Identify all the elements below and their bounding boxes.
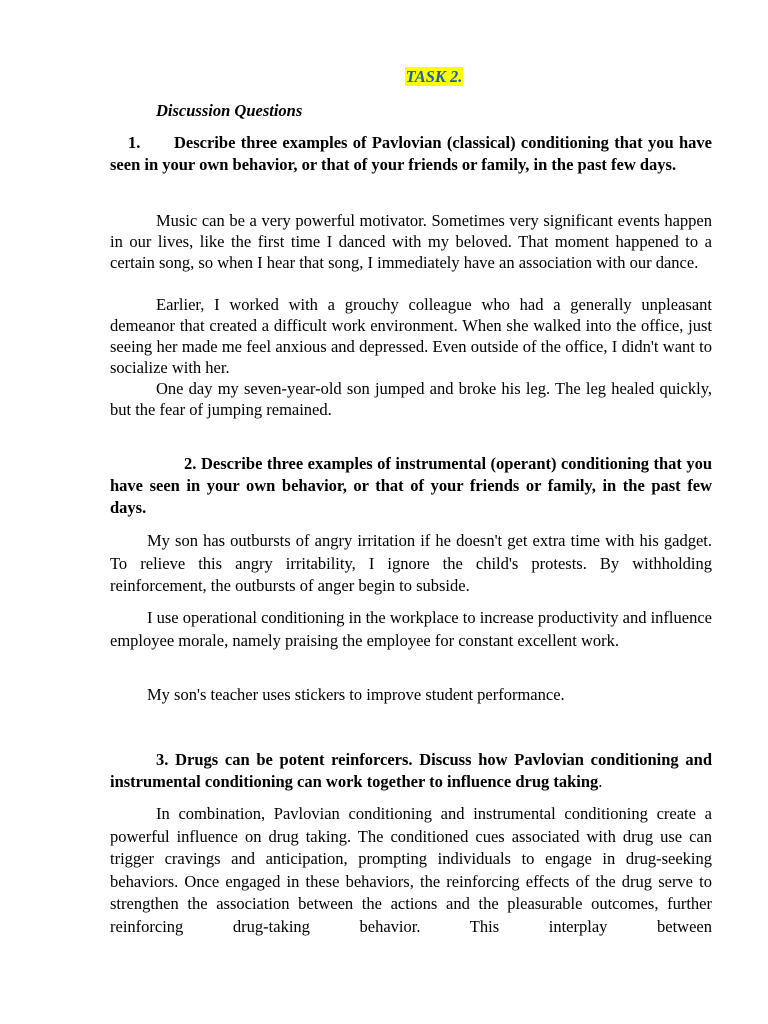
discussion-subheading: Discussion Questions	[156, 101, 303, 120]
q2-answer-1: My son has outbursts of angry irritation if he doesn't get extra time with his gadget. To relieve this angry irritability, I ignore the child's protests. By withholding reinforcement, the outbursts of anger begin to subside.	[110, 531, 712, 595]
q1-answer-1: Music can be a very powerful motivator. Sometimes very significant events happen in our lives, like the first time I danced with my beloved. That moment happened to a certain song, so when I hear that song, I immediately have an association with our dance.	[110, 211, 712, 272]
question-3	[110, 749, 712, 793]
question-3-period: .	[598, 772, 603, 791]
question-2-text: Describe three examples of instrumental (operant) conditioning that you have seen in your own behavior, or that of your friends or family, in the past few days.	[110, 454, 712, 517]
q1-answer-2: Earlier, I worked with a grouchy colleague who had a generally unpleasant demeanor that created a difficult work environment. When she walked into the office, just seeing her made me feel anxious and depressed. Even outside of the office, I didn't want to socialize with her.	[110, 295, 712, 377]
question-1	[110, 132, 712, 176]
q1-answer-3: One day my seven-year-old son jumped and broke his leg. The leg healed quickly, but the fear of jumping remained.	[110, 379, 712, 419]
q2-answer-2: I use operational conditioning in the workplace to increase productivity and influence employee morale, namely praising the employee for constant excellent work.	[110, 608, 712, 650]
q3-answer: In combination, Pavlovian conditioning and instrumental conditioning create a powerful influence on drug taking. The conditioned cues associated with drug use can trigger cravings and anticipation, prompting individuals to engage in drug-seeking behaviors. Once engaged in these behaviors, the reinforcing effects of the drug serve to strengthen the association between the actions and the pleasurable outcomes, further reinforcing drug-taking behavior. This interplay between	[110, 804, 712, 936]
task-title	[0, 67, 768, 87]
question-1-text: Describe three examples of Pavlovian (classical) conditioning that you have seen in your own behavior, or that of your friends or family, in the past few days.	[110, 133, 712, 174]
question-2-number: 2.	[184, 454, 197, 473]
question-2	[110, 453, 712, 519]
task-title-text: TASK 2.	[405, 67, 463, 86]
question-3-text: 3. Drugs can be potent reinforcers. Discuss how Pavlovian conditioning and instrumental conditioning can work together to influence drug taking	[110, 750, 712, 791]
question-1-number: 1.	[128, 133, 141, 152]
q2-answer-3: My son's teacher uses stickers to improve student performance.	[147, 685, 565, 704]
